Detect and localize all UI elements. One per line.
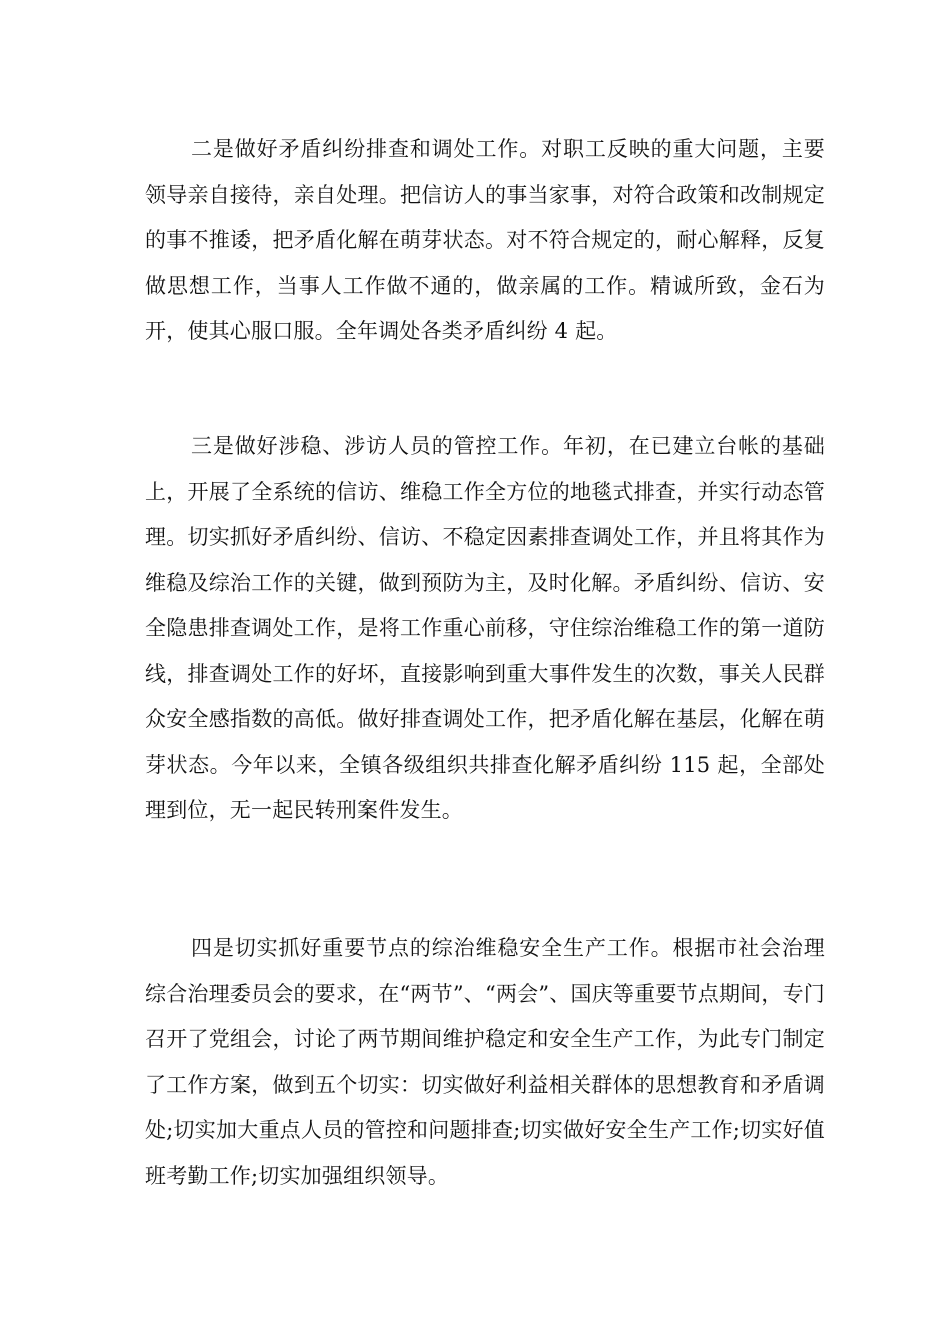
paragraph-personnel-control: 三是做好涉稳、涉访人员的管控工作。年初，在已建立台帐的基础上，开展了全系统的信访、维稳工作全方位的地毯式排查，并实行动态管理。切实抓好矛盾纠纷、信访、不稳定因素排查调处工作，并且将其作为维稳及综治工作的关键，做到预防为主，及时化解。矛盾纠纷、信访、安全隐患排查调处工作，是将工作重心前移，守住综治维稳工作的第一道防线，排查调处工作的好坏，直接影响到重大事件发生的次数，事关人民群众安全感指数的高低。做好排查调处工作，把矛盾化解在基层，化解在萌芽状态。今年以来，全镇各级组织共排查化解矛盾纠纷 115 起，全部处理到位，无一起民转刑案件发生。 bbox=[145, 434, 825, 822]
paragraph-key-period-safety: 四是切实抓好重要节点的综治维稳安全生产工作。根据市社会治理综合治理委员会的要求，在“两节”、“两会”、国庆等重要节点期间，专门召开了党组会，讨论了两节期间维护稳定和安全生产工作，为此专门制定了工作方案，做到五个切实：切实做好利益相关群体的思想教育和矛盾调处;切实加大重点人员的管控和问题排查;切实做好安全生产工作;切实好值班考勤工作;切实加强组织领导。 bbox=[145, 936, 825, 1188]
paragraph-dispute-mediation: 二是做好矛盾纠纷排查和调处工作。对职工反映的重大问题，主要领导亲自接待，亲自处理。把信访人的事当家事，对符合政策和改制规定的事不推诿，把矛盾化解在萌芽状态。对不符合规定的，耐心解释，反复做思想工作，当事人工作做不通的，做亲属的工作。精诚所致，金石为开，使其心服口服。全年调处各类矛盾纠纷 4 起。 bbox=[145, 137, 825, 343]
